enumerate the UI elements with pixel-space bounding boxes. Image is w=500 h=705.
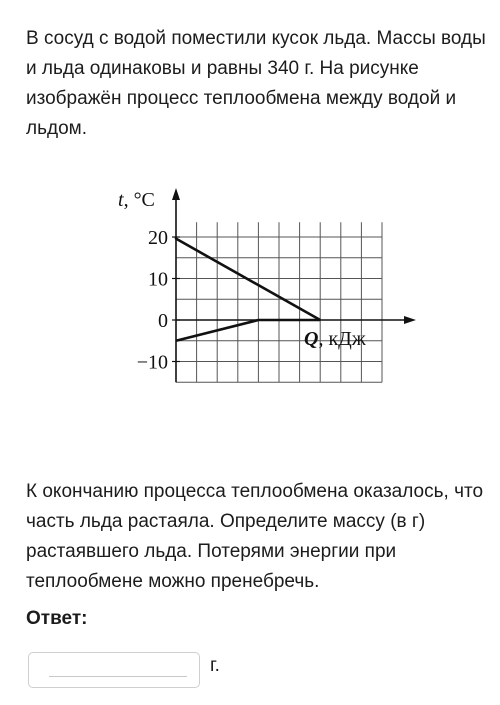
answer-input-field[interactable] <box>28 652 200 688</box>
y-tick-label: −10 <box>136 351 168 374</box>
problem-intro-text: В сосуд с водой поместили кусок льда. Массы воды и льда одинаковы и равны 340 г. На рисунке изображён процесс теплообмена между водой и льдом. <box>26 28 486 139</box>
y-axis-arrow <box>172 188 180 200</box>
x-axis-arrow <box>404 316 416 324</box>
answer-input-underline <box>49 676 187 677</box>
answer-unit: г. <box>210 655 220 676</box>
y-axis-label: t, °C <box>118 189 155 211</box>
y-tick-label: 0 <box>158 310 168 332</box>
y-tick-label: 20 <box>148 227 168 249</box>
answer-label: Ответ: <box>26 608 88 629</box>
x-axis-label: Q, кДж <box>304 328 366 350</box>
y-tick-label: 10 <box>148 268 168 291</box>
problem-question-text: К окончанию процесса теплообмена оказалось, что часть льда растаяла. Определите массу (в г) растаявшего льда. Потерями энергии при теплообмене можно пренебречь. <box>26 481 484 592</box>
ice-heating-line <box>176 320 320 341</box>
